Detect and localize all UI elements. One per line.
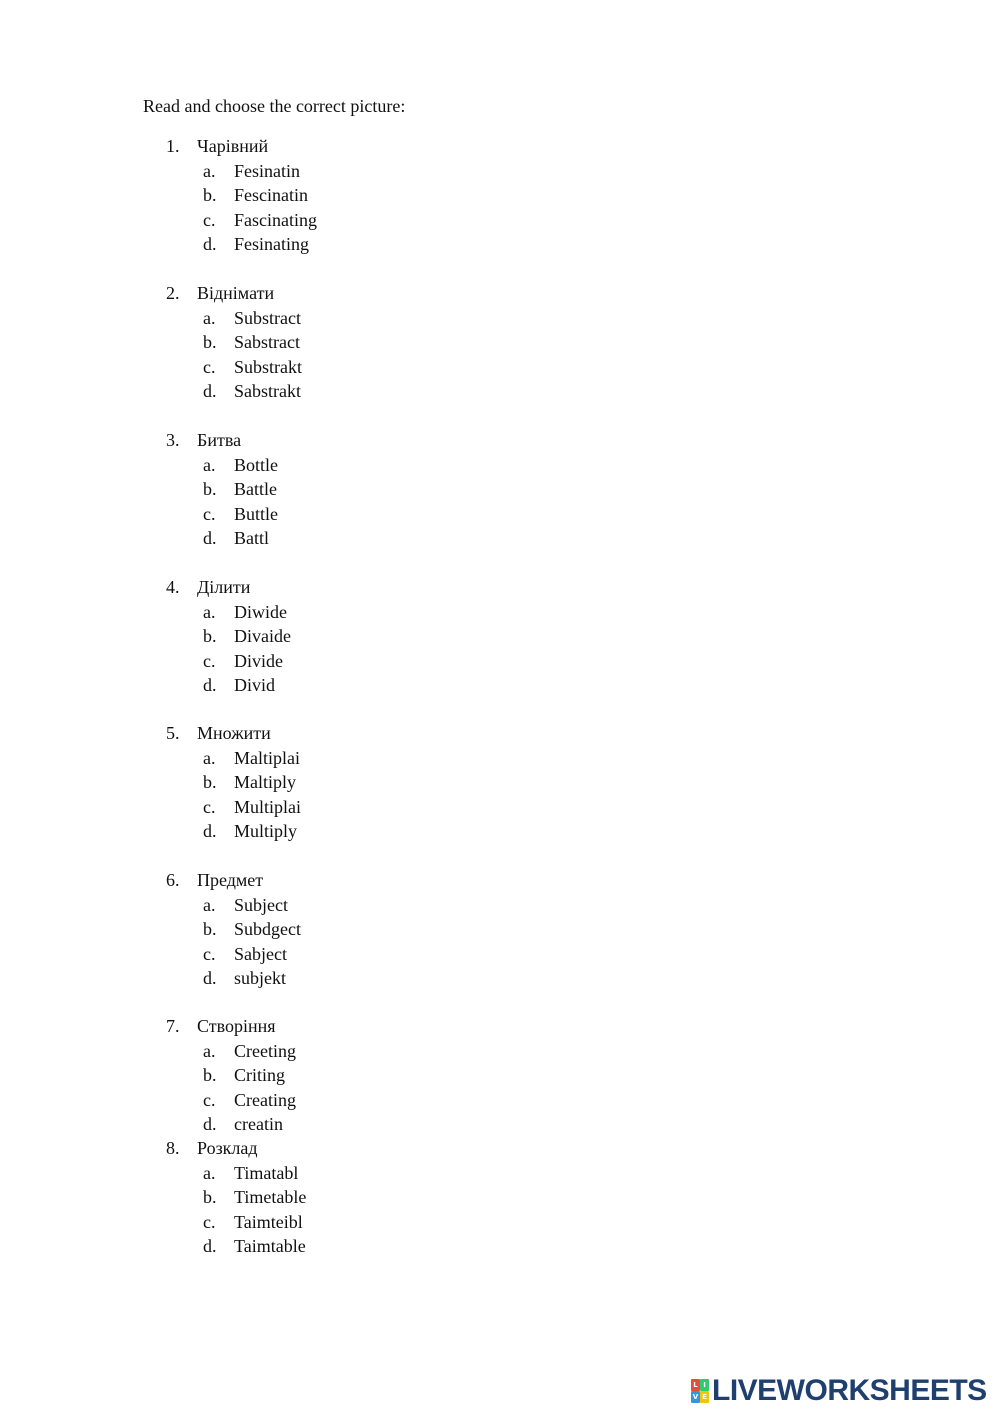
answer-option[interactable]: [0, 183, 600, 208]
option-letter: b.: [203, 479, 217, 499]
option-text: Creating: [234, 1089, 296, 1110]
question-word: Предмет: [197, 870, 264, 890]
question-number: 2.: [166, 283, 180, 303]
option-letter: a.: [203, 894, 216, 915]
instruction-text: Read and choose the correct picture:: [143, 96, 406, 116]
logo-mark-icon: [691, 1379, 709, 1403]
option-letter: c.: [203, 943, 216, 964]
option-letter: b.: [203, 1065, 217, 1085]
option-letter: c.: [203, 796, 216, 817]
option-text: Fescinatin: [234, 185, 308, 205]
question-number: 3.: [166, 430, 180, 450]
option-text: Bottle: [234, 454, 278, 475]
answer-option[interactable]: [0, 649, 600, 674]
question-header: [0, 721, 600, 746]
option-text: Substract: [234, 307, 301, 328]
option-letter: c.: [203, 209, 216, 230]
answer-option[interactable]: [0, 1234, 600, 1259]
option-letter: d.: [203, 1236, 217, 1256]
answer-option[interactable]: [0, 355, 600, 380]
answer-option[interactable]: [0, 770, 600, 795]
option-letter: b.: [203, 185, 217, 205]
answer-option[interactable]: [0, 477, 600, 502]
option-letter: d.: [203, 1114, 217, 1134]
option-text: Multiplai: [234, 796, 301, 817]
answer-option[interactable]: [0, 1185, 600, 1210]
option-text: Fascinating: [234, 209, 317, 230]
question-header: [0, 1136, 600, 1161]
answer-option[interactable]: [0, 942, 600, 967]
question-word: Віднімати: [197, 283, 275, 303]
option-letter: a.: [203, 747, 216, 768]
option-text: Fesinatin: [234, 160, 300, 181]
question-6: [0, 868, 600, 991]
option-letter: d.: [203, 968, 217, 988]
option-letter: b.: [203, 626, 217, 646]
question-4: [0, 575, 600, 698]
question-7: [0, 1014, 600, 1137]
question-number: 6.: [166, 870, 180, 890]
answer-option[interactable]: [0, 502, 600, 527]
question-header: [0, 281, 600, 306]
answer-option[interactable]: [0, 893, 600, 918]
option-text: subjekt: [234, 968, 286, 988]
option-text: Criting: [234, 1065, 286, 1085]
answer-option[interactable]: [0, 746, 600, 771]
logo-mark-letter: V: [692, 1393, 699, 1401]
answer-option[interactable]: [0, 208, 600, 233]
option-text: Fesinating: [234, 234, 309, 254]
logo-text: LIVEWORKSHEETS: [712, 1374, 987, 1407]
option-letter: d.: [203, 381, 217, 401]
option-letter: d.: [203, 234, 217, 254]
answer-option[interactable]: [0, 624, 600, 649]
answer-option[interactable]: [0, 379, 600, 404]
answer-option[interactable]: [0, 966, 600, 991]
option-text: Divaide: [234, 626, 291, 646]
option-letter: a.: [203, 1040, 216, 1061]
question-header: [0, 1014, 600, 1039]
question-word: Множити: [197, 723, 271, 743]
answer-option[interactable]: [0, 917, 600, 942]
answer-option[interactable]: [0, 795, 600, 820]
option-text: Sabstract: [234, 332, 300, 352]
option-letter: b.: [203, 332, 217, 352]
question-header: [0, 575, 600, 600]
question-number: 5.: [166, 723, 180, 743]
option-letter: a.: [203, 601, 216, 622]
option-text: Creeting: [234, 1040, 296, 1061]
option-text: Battl: [234, 528, 269, 548]
question-8: [0, 1136, 600, 1259]
option-letter: b.: [203, 772, 217, 792]
answer-option[interactable]: [0, 673, 600, 698]
answer-option[interactable]: [0, 232, 600, 257]
question-header: [0, 428, 600, 453]
option-letter: b.: [203, 1187, 217, 1207]
option-text: Timetable: [234, 1187, 307, 1207]
option-text: Buttle: [234, 503, 278, 524]
option-letter: d.: [203, 528, 217, 548]
option-letter: a.: [203, 1162, 216, 1183]
option-letter: c.: [203, 1211, 216, 1232]
answer-option[interactable]: [0, 159, 600, 184]
question-number: 8.: [166, 1138, 180, 1158]
answer-option[interactable]: [0, 1063, 600, 1088]
answer-option[interactable]: [0, 306, 600, 331]
question-5: [0, 721, 600, 844]
answer-option[interactable]: [0, 453, 600, 478]
answer-option[interactable]: [0, 600, 600, 625]
logo-mark-letter: E: [700, 1391, 709, 1403]
question-2: [0, 281, 600, 404]
option-text: Maltiplai: [234, 747, 300, 768]
option-letter: d.: [203, 675, 217, 695]
question-word: Створіння: [197, 1016, 276, 1036]
option-text: creatin: [234, 1114, 283, 1134]
logo-mark-letter: I: [700, 1379, 709, 1391]
option-text: Taimteibl: [234, 1211, 303, 1232]
option-text: Sabstrakt: [234, 381, 301, 401]
logo-mark-letter: L: [691, 1379, 700, 1391]
option-letter: a.: [203, 160, 216, 181]
answer-option[interactable]: [0, 1112, 600, 1137]
question-3: [0, 428, 600, 551]
option-text: Divide: [234, 650, 283, 671]
question-header: [0, 134, 600, 159]
answer-option[interactable]: [0, 1161, 600, 1186]
option-letter: a.: [203, 454, 216, 475]
option-letter: c.: [203, 503, 216, 524]
liveworksheets-logo: [691, 1376, 987, 1406]
option-letter: a.: [203, 307, 216, 328]
question-number: 7.: [166, 1016, 180, 1036]
answer-option[interactable]: [0, 1039, 600, 1064]
option-text: Maltiply: [234, 772, 296, 792]
answer-option[interactable]: [0, 526, 600, 551]
question-word: Чарівний: [197, 136, 269, 156]
option-letter: b.: [203, 919, 217, 939]
question-number: 4.: [166, 577, 180, 597]
option-text: Battle: [234, 479, 277, 499]
question-header: [0, 868, 600, 893]
question-number: 1.: [166, 136, 180, 156]
answer-option[interactable]: [0, 1210, 600, 1235]
question-word: Розклад: [197, 1138, 258, 1158]
option-text: Subdgect: [234, 919, 301, 939]
option-text: Multiply: [234, 821, 298, 841]
option-text: Divid: [234, 675, 276, 695]
question-word: Битва: [197, 430, 242, 450]
question-word: Ділити: [197, 577, 251, 597]
answer-option[interactable]: [0, 819, 600, 844]
option-letter: c.: [203, 1089, 216, 1110]
option-letter: d.: [203, 821, 217, 841]
option-text: Timatabl: [234, 1162, 299, 1183]
option-text: Subject: [234, 894, 288, 915]
option-text: Diwide: [234, 601, 287, 622]
option-text: Substrakt: [234, 356, 303, 377]
question-1: [0, 134, 600, 257]
option-text: Taimtable: [234, 1236, 306, 1256]
option-letter: c.: [203, 650, 216, 671]
option-text: Sabject: [234, 943, 287, 964]
answer-option[interactable]: [0, 1088, 600, 1113]
option-letter: c.: [203, 356, 216, 377]
answer-option[interactable]: [0, 330, 600, 355]
